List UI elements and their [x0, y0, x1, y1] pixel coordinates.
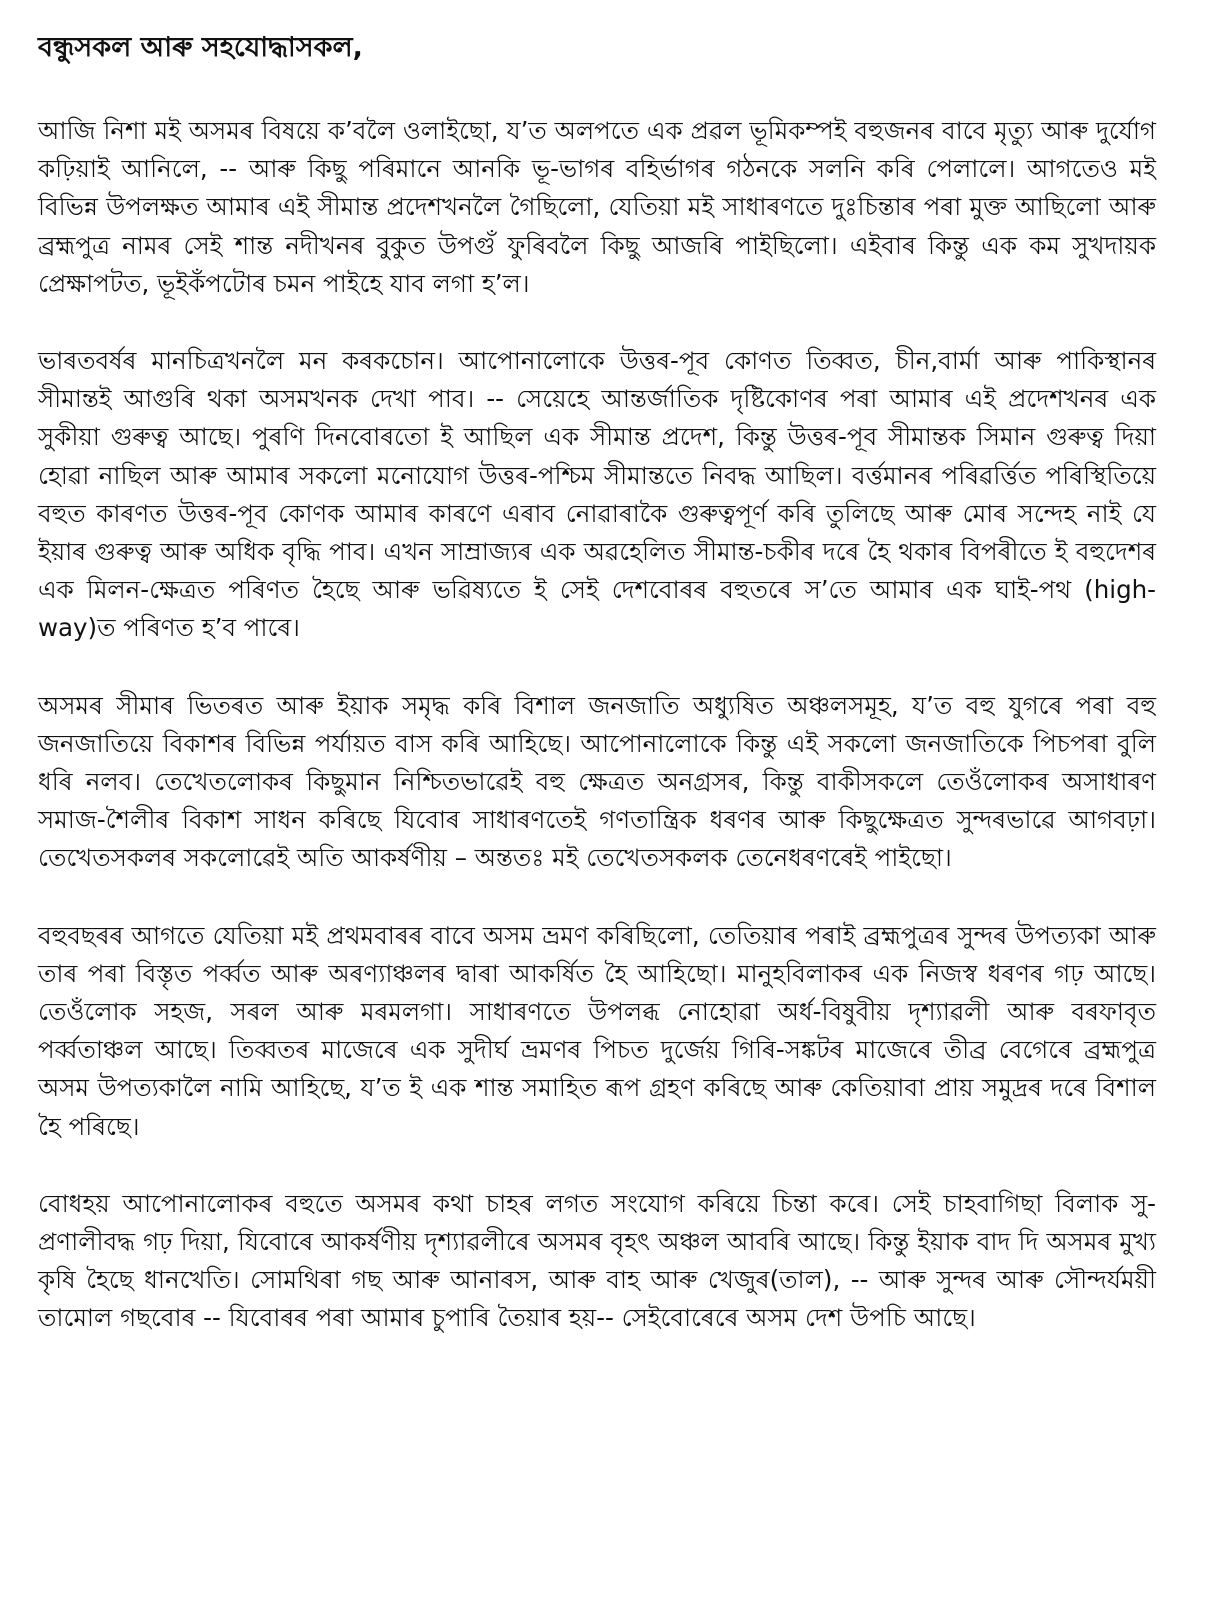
paragraph-agriculture: বোধহয় আপোনালোকৰ বহুতে অসমৰ কথা চাহৰ লগত সংযোগ কৰিয়ে চিন্তা কৰে। সেই চাহবাগিছা বিলাক সু-প্ৰণালীবদ্ধ গঢ় দিয়া, যিবোৰে আকৰ্ষণীয় দৃশ্যাৱলীৰে অসমৰ বৃহৎ অঞ্চল আবৰি আছে। কিন্তু ইয়াক বাদ দি অসমৰ মুখ্য কৃষি হৈছে ধানখেতি। সোমথিৰা গছ আৰু আনাৰস, আৰু বাহ আৰু খেজুৰ(তাল), -- আৰু সুন্দৰ আৰু সৌন্দৰ্যময়ী তামোল গছবোৰ -- যিবোৰৰ পৰা আমাৰ চুপাৰি তৈয়াৰ হয়-- সেইবোৰেৰে অসম দেশ উপচি আছে।: [38, 1188, 1156, 1333]
paragraph-tribes: অসমৰ সীমাৰ ভিতৰত আৰু ইয়াক সমৃদ্ধ কৰি বিশাল জনজাতি অধ্যুষিত অঞ্চলসমূহ, য’ত বহু যুগৰে পৰা বহু জনজাতিয়ে বিকাশৰ বিভিন্ন পৰ্যায়ত বাস কৰি আহিছে। আপোনালোকে কিন্তু এই সকলো জনজাতিকে পিচপৰা বুলি ধৰি নলব। তেখেতলোকৰ কিছুমান নিশ্চিতভাৱেই বহু ক্ষেত্ৰত অনগ্ৰসৰ, কিন্তু বাকীসকলে তেওঁলোকৰ অসাধাৰণ সমাজ-শৈলীৰ বিকাশ সাধন কৰিছে যিবোৰ সাধাৰণতেই গণতান্ত্ৰিক ধৰণৰ আৰু কিছুক্ষেত্ৰত সুন্দৰভাৱে আগবঢ়া। তেখেতসকলৰ সকলোৱেই অতি আকৰ্ষণীয় – অন্ততঃ মই তেখেতসকলক তেনেধৰণৰেই পাইছো।: [38, 690, 1156, 873]
paragraph-frontier: ভাৰতবৰ্ষৰ মানচিত্ৰখনলৈ মন কৰকচোন। আপোনালোকে উত্তৰ-পূব কোণত তিব্বত, চীন,বাৰ্মা আৰু পাকিস্থানৰ সীমান্তই আগুৰি থকা অসমখনক দেখা পাব। -- সেয়েহে আন্তৰ্জাতিক দৃষ্টিকোণৰ পৰা আমাৰ এই প্ৰদেশখনৰ এক সুকীয়া গুৰুত্ব আছে। পুৰণি দিনবোৰতো ই আছিল এক সীমান্ত প্ৰদেশ, কিন্তু উত্তৰ-পূব সীমান্তক সিমান গুৰুত্ব দিয়া হোৱা নাছিল আৰু আমাৰ সকলো মনোযোগ উত্তৰ-পশ্চিম সীমান্ততে নিবদ্ধ আছিল। বৰ্ত্তমানৰ পৰিৱৰ্ত্তিত পৰিস্থিতিয়ে বহুত কাৰণত উত্তৰ-পূব কোণক আমাৰ কাৰণে এৰাব নোৱাৰাকৈ গুৰুত্বপূৰ্ণ কৰি তুলিছে আৰু মোৰ সন্দেহ নাই যে ইয়াৰ গুৰুত্ব আৰু অধিক বৃদ্ধি পাব। এখন সাম্ৰাজ্যৰ এক অৱহেলিত সীমান্ত-চকীৰ দৰে হৈ থকাৰ বিপৰীতে ই বহুদেশৰ এক মিলন-ক্ষেত্ৰত পৰিণত হৈছে আৰু ভৱিষ্যতে ই সেই দেশবোৰৰ বহুতৰে স’তে আমাৰ এক ঘাই-পথ (high-way)ত পৰিণত হ’ব পাৰে।: [38, 346, 1156, 643]
document-page: [38, 28, 1156, 1377]
letter-salutation: বন্ধুসকল আৰু সহযোদ্ধাসকল,: [38, 32, 363, 63]
paragraph-earthquake: আজি নিশা মই অসমৰ বিষয়ে ক’বলৈ ওলাইছো, য’ত অলপতে এক প্ৰৱল ভূমিকম্পই বহুজনৰ বাবে মৃত্যু আৰু দুৰ্যোগ কঢ়িয়াই আনিলে, -- আৰু কিছু পৰিমানে আনকি ভূ-ভাগৰ বহিৰ্ভাগৰ গঠনকে সলনি কৰি পেলালে। আগতেও মই বিভিন্ন উপলক্ষত আমাৰ এই সীমান্ত প্ৰদেশখনলৈ গৈছিলো, যেতিয়া মই সাধাৰণতে দুঃচিন্তাৰ পৰা মুক্ত আছিলো আৰু ব্ৰহ্মপুত্ৰ নামৰ সেই শান্ত নদীখনৰ বুকুত উপগুঁ ফুৰিবলৈ কিছু আজৰি পাইছিলো। এইবাৰ কিন্তু এক কম সুখদায়ক প্ৰেক্ষাপটত, ভূইকঁপটোৰ চমন পাইহে যাব লগা হ’ল।: [38, 116, 1156, 298]
paragraph-valley: বহুবছৰৰ আগতে যেতিয়া মই প্ৰথমবাৰৰ বাবে অসম ভ্ৰমণ কৰিছিলো, তেতিয়াৰ পৰাই ব্ৰহ্মপুত্ৰৰ সুন্দৰ উপত্যকা আৰু তাৰ পৰা বিস্তৃত পৰ্ব্বত আৰু অৰণ্যাঞ্চলৰ দ্বাৰা আকৰ্ষিত হৈ আহিছো। মানুহবিলাকৰ এক নিজস্ব ধৰণৰ গঢ় আছে। তেওঁলোক সহজ, সৰল আৰু মৰমলগা। সাধাৰণতে উপলব্ধ নোহোৱা অৰ্ধ-বিষুবীয় দৃশ্যাৱলী আৰু বৰফাবৃত পৰ্ব্বতাঞ্চল আছে। তিব্বতৰ মাজেৰে এক সুদীৰ্ঘ ভ্ৰমণৰ পিচত দুৰ্জেয় গিৰি-সঙ্কটৰ মাজেৰে তীব্ৰ বেগেৰে ব্ৰহ্মপুত্ৰ অসম উপত্যকালৈ নামি আহিছে, য’ত ই এক শান্ত সমাহিত ৰূপ গ্ৰহণ কৰিছে আৰু কেতিয়াবা প্ৰায় সমুদ্ৰৰ দৰে বিশাল হৈ পৰিছে।: [38, 920, 1156, 1141]
